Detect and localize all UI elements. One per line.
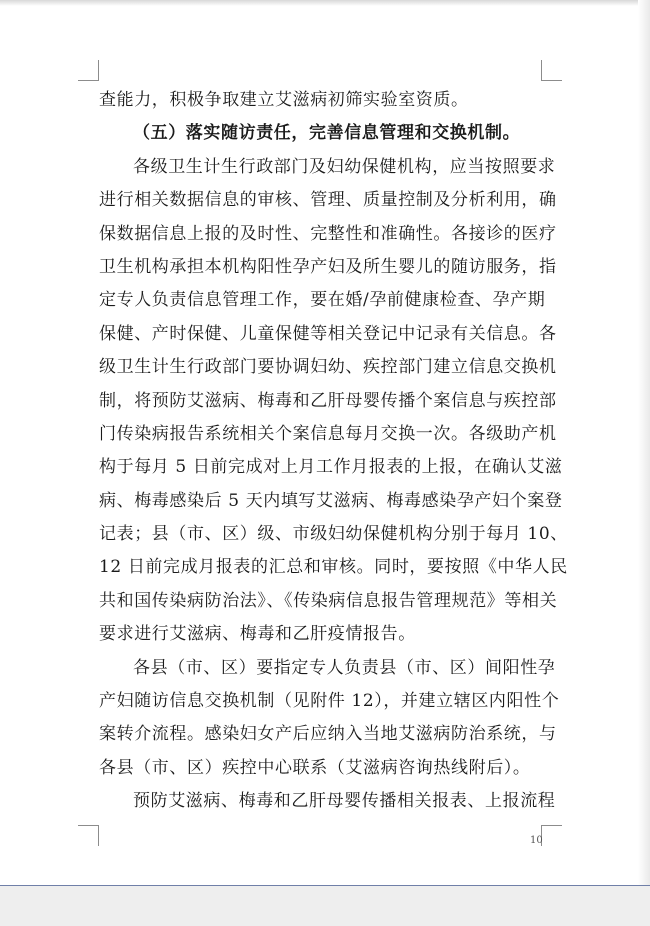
text-line: 病、梅毒感染后 5 天内填写艾滋病、梅毒感染孕产妇个案登 bbox=[99, 490, 563, 511]
text-line: 级卫生计生行政部门要协调妇幼、疾控部门建立信息交换机 bbox=[99, 357, 557, 378]
page-right-shadow bbox=[638, 0, 650, 925]
text-line: 制，将预防艾滋病、梅毒和乙肝母婴传播个案信息与疾控部 bbox=[99, 390, 557, 411]
crop-mark-top-right bbox=[541, 60, 562, 81]
text-line: 卫生机构承担本机构阳性孕产妇及所生婴儿的随访服务，指 bbox=[99, 256, 557, 277]
text-line: 定专人负责信息管理工作，要在婚/孕前健康检查、孕产期 bbox=[99, 290, 546, 311]
body-text bbox=[99, 84, 568, 819]
text-line: 各县（市、区）疾控中心联系（艾滋病咨询热线附后）。 bbox=[99, 757, 531, 778]
text-line: 各县（市、区）要指定专人负责县（市、区）间阳性孕 bbox=[133, 657, 556, 678]
text-line: 保数据信息上报的及时性、完整性和准确性。各接诊的医疗 bbox=[99, 223, 557, 244]
text-line: 预防艾滋病、梅毒和乙肝母婴传播相关报表、上报流程 bbox=[133, 791, 556, 812]
crop-mark-top-left bbox=[78, 60, 99, 81]
text-line: 产妇随访信息交换机制（见附件 12），并建立辖区内阳性个 bbox=[99, 691, 560, 712]
section-heading: （五）落实随访责任，完善信息管理和交换机制。 bbox=[133, 123, 521, 144]
text-line: 进行相关数据信息的审核、管理、质量控制及分析利用，确 bbox=[99, 190, 557, 211]
page-top-shadow bbox=[0, 0, 650, 6]
text-line: 要求进行艾滋病、梅毒和乙肝疫情报告。 bbox=[99, 624, 416, 645]
page-bottom-gap bbox=[0, 885, 650, 926]
text-line: 保健、产时保健、儿童保健等相关登记中记录有关信息。各 bbox=[99, 323, 557, 344]
text-line: 构于每月 5 日前完成对上月工作月报表的上报，在确认艾滋 bbox=[99, 457, 563, 478]
text-line: 各级卫生计生行政部门及妇幼保健机构，应当按照要求 bbox=[133, 156, 556, 177]
text-line: 查能力，积极争取建立艾滋病初筛实验室资质。 bbox=[99, 90, 469, 110]
text-line: 12 日前完成月报表的汇总和审核。同时，要按照《中华人民 bbox=[99, 557, 568, 578]
text-line: 共和国传染病防治法》、《传染病信息报告管理规范》等相关 bbox=[99, 590, 558, 611]
text-line: 门传染病报告系统相关个案信息每月交换一次。各级助产机 bbox=[99, 423, 557, 444]
text-line: 案转介流程。感染妇女产后应纳入当地艾滋病防治系统，与 bbox=[99, 724, 557, 745]
crop-mark-bottom-left bbox=[78, 825, 99, 846]
page-number: 10 bbox=[530, 835, 543, 846]
crop-mark-bottom-right bbox=[541, 825, 562, 846]
text-line: 记表；县（市、区）级、市级妇幼保健机构分别于每月 10、 bbox=[99, 524, 568, 545]
